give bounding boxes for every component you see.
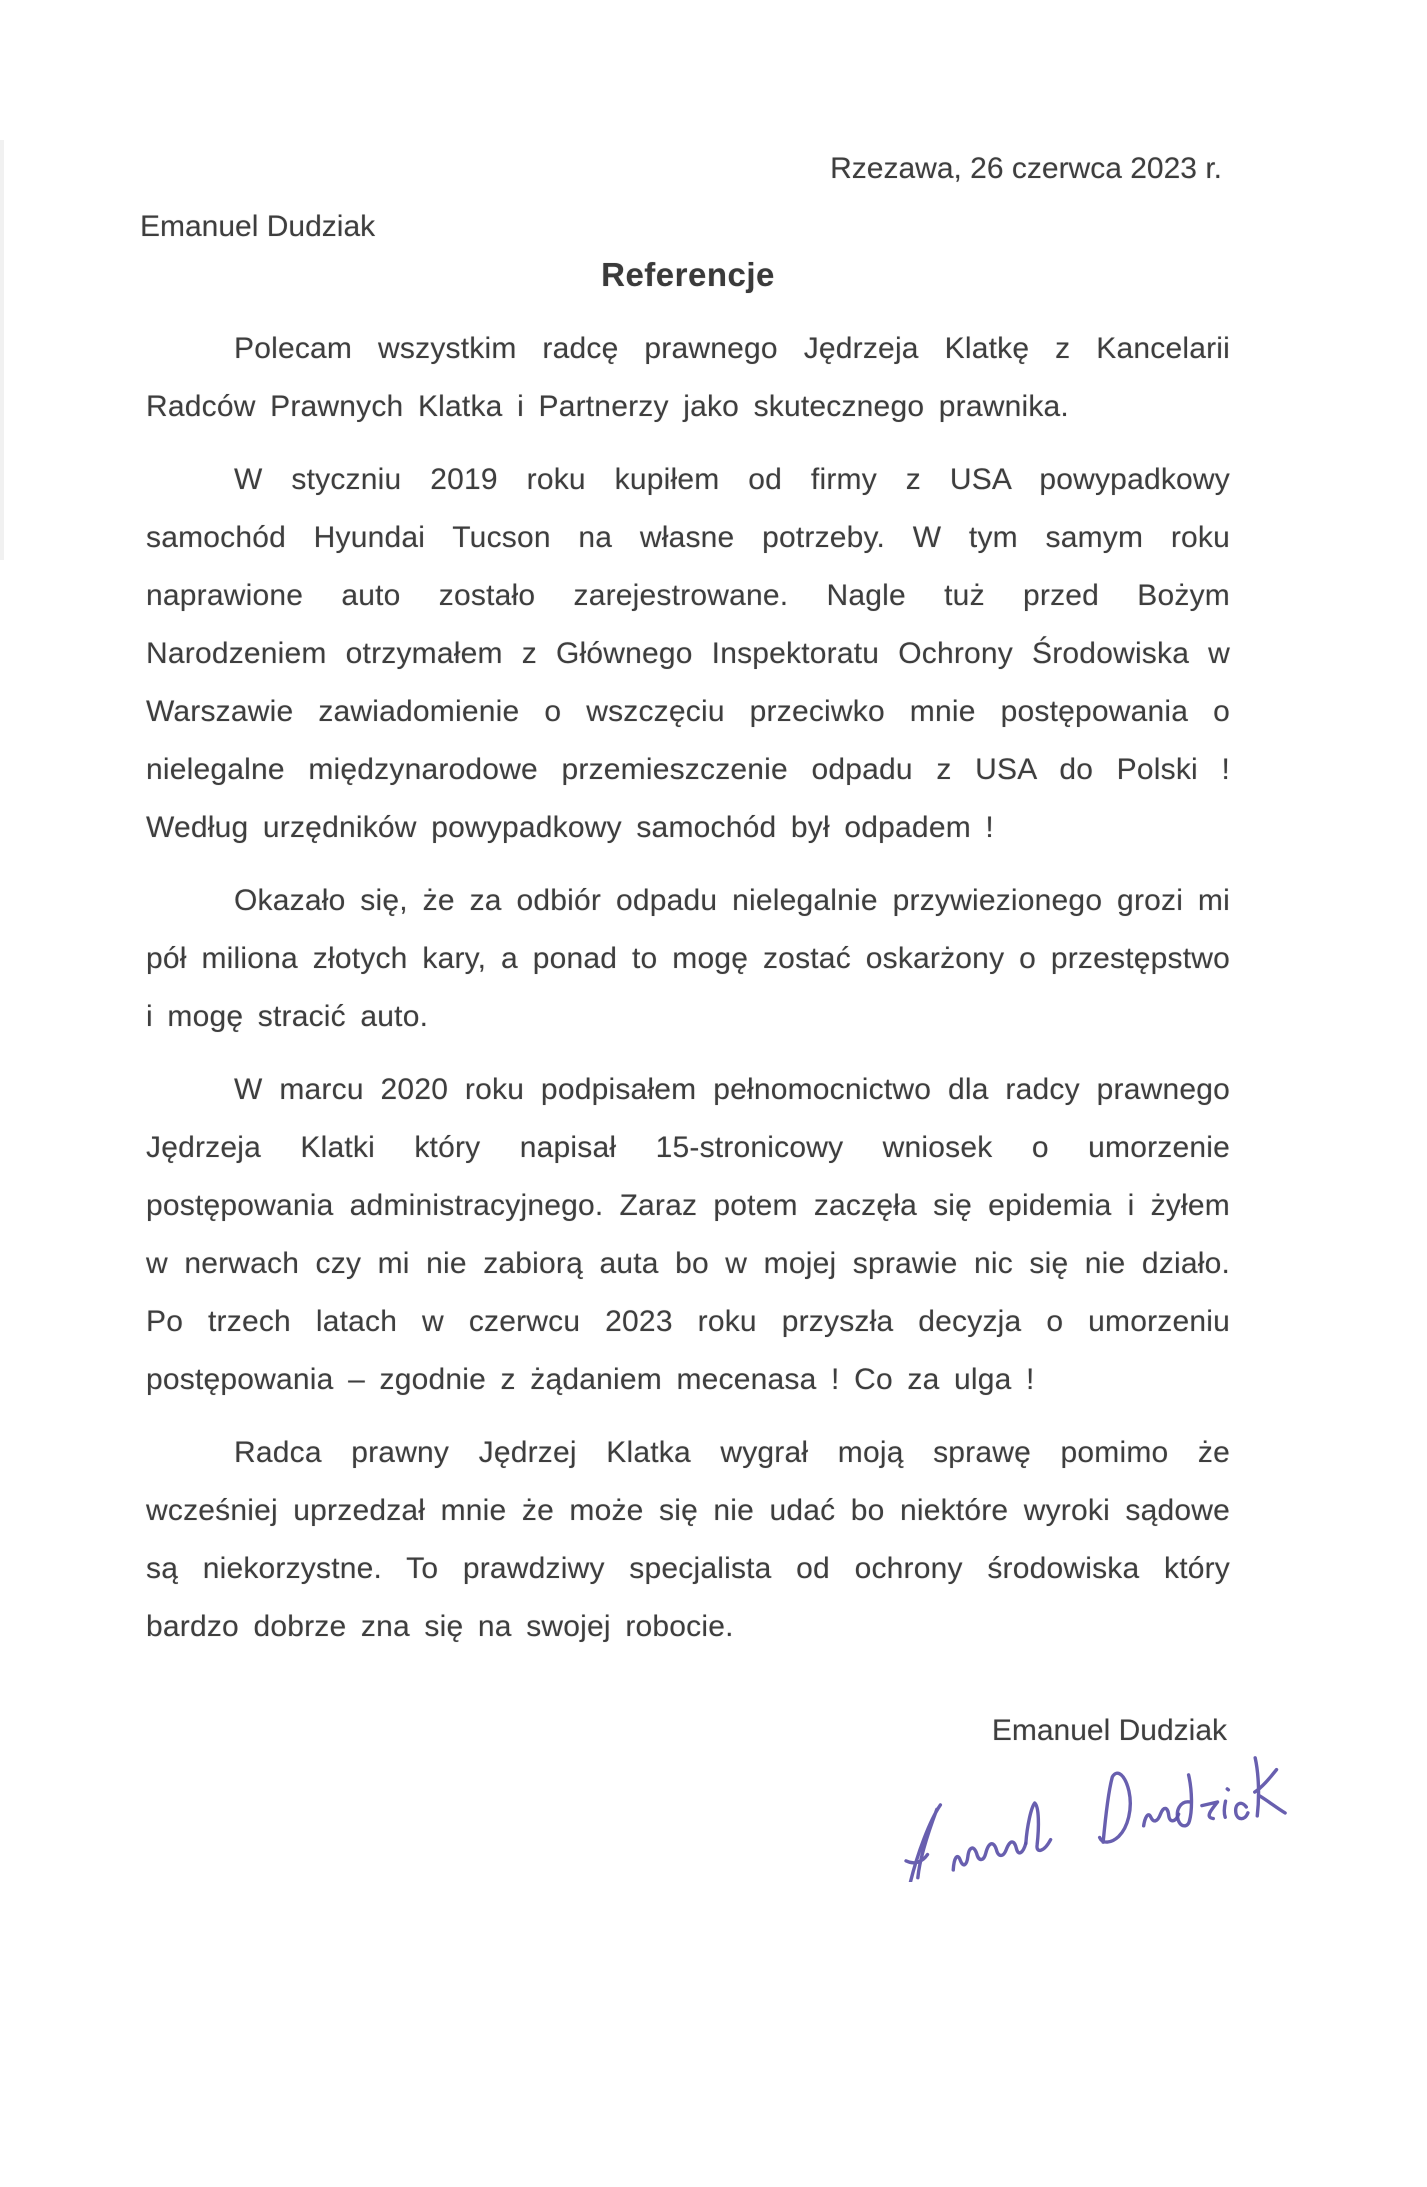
- paragraph-penalty-risk: Okazało się, że za odbiór odpadu nielegalnie przywiezionego grozi mi pół miliona złotych kary, a ponad to mogę zostać oskarżony o przestępstwo i mogę stracić auto.: [146, 884, 1230, 1033]
- letter-title: Referencje: [601, 256, 775, 293]
- letter-date: Rzezawa, 26 czerwca 2023 r.: [830, 152, 1222, 185]
- handwritten-signature: [888, 1742, 1318, 1882]
- sender-name: Emanuel Dudziak: [140, 210, 376, 243]
- paragraph-power-of-attorney: W marcu 2020 roku podpisałem pełnomocnictwo dla radcy prawnego Jędrzeja Klatki który napisał 15-stronicowy wniosek o umorzenie postępowania administracyjnego. Zaraz potem zaczęła się epidemia i żyłem w nerwach czy mi nie zabiorą auta bo w mojej sprawie nic się nie działo. Po trzech latach w czerwcu 2023 roku przyszła decyzja o umorzeniu postępowania – zgodnie z żądaniem mecenasa ! Co za ulga !: [146, 1073, 1230, 1396]
- letter-body: [146, 256, 1230, 1671]
- scan-edge-artifact: [0, 140, 4, 560]
- paragraph-recommendation: Polecam wszystkim radcę prawnego Jędrzeja Klatkę z Kancelarii Radców Prawnych Klatka i Partnerzy jako skutecznego prawnika.: [146, 332, 1230, 423]
- signature-typed-name: Emanuel Dudziak: [991, 1714, 1227, 1747]
- paragraph-case-won: Radca prawny Jędrzej Klatka wygrał moją sprawę pomimo że wcześniej uprzedzał mnie że może się nie udać bo niektóre wyroki sądowe są niekorzystne. To prawdziwy specjalista od ochrony środowiska który bardzo dobrze zna się na swojej robocie.: [146, 1436, 1230, 1643]
- paragraph-car-purchase: W styczniu 2019 roku kupiłem od firmy z USA powypadkowy samochód Hyundai Tucson na własne potrzeby. W tym samym roku naprawione auto zostało zarejestrowane. Nagle tuż przed Bożym Narodzeniem otrzymałem z Głównego Inspektoratu Ochrony Środowiska w Warszawie zawiadomienie o wszczęciu przeciwko mnie postępowania o nielegalne międzynarodowe przemieszczenie odpadu z USA do Polski ! Według urzędników powypadkowy samochód był odpadem !: [146, 463, 1230, 844]
